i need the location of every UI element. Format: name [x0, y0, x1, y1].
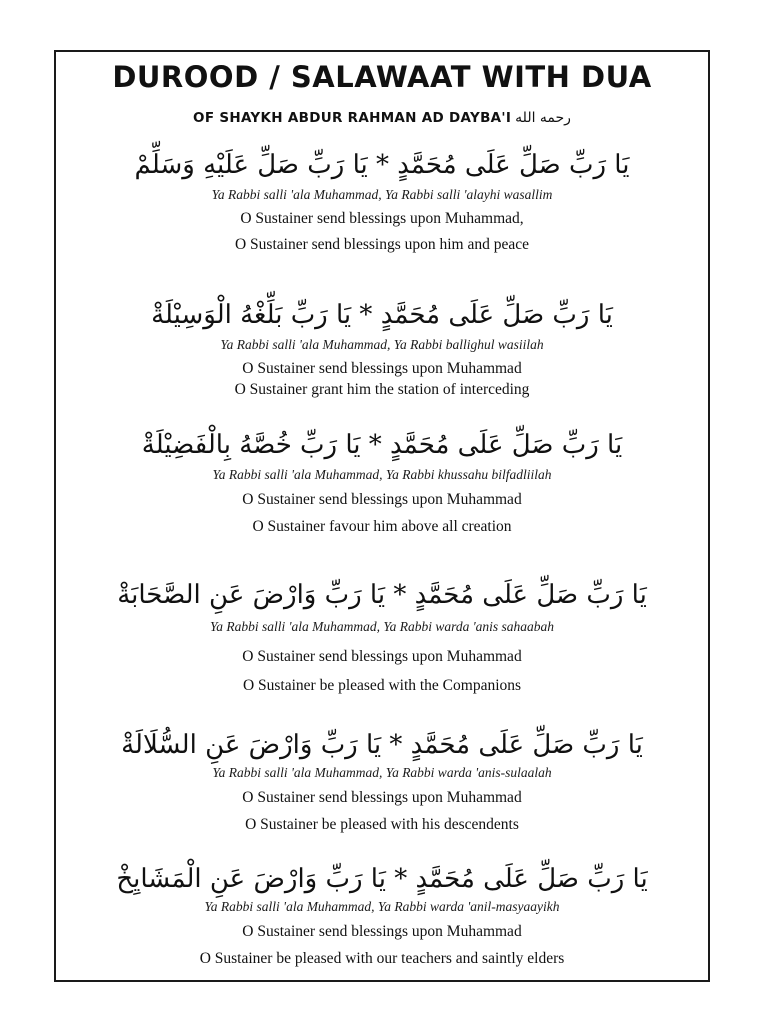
verse-block	[56, 298, 708, 400]
arabic-text: يَا رَبِّ صَلِّ عَلَى مُحَمَّدٍ * يَا رَبِّ وَارْضَ عَنِ الْمَشَايِخْ	[116, 864, 648, 894]
translation-line-1: O Sustainer send blessings upon Muhammad	[242, 360, 522, 377]
translation-line-2: O Sustainer be pleased with our teachers and saintly elders	[199, 950, 565, 967]
honorific-glyph: رحمه الله	[515, 110, 571, 126]
verse-block	[56, 728, 708, 838]
translation-line-1: O Sustainer send blessings upon Muhammad	[242, 648, 522, 665]
translation-line-1: O Sustainer send blessings upon Muhammad,	[240, 210, 524, 227]
verse-block	[56, 428, 708, 540]
transliteration: Ya Rabbi salli 'ala Muhammad, Ya Rabbi khussahu bilfadliilah	[212, 467, 552, 482]
translation-line-2: O Sustainer be pleased with the Companions	[242, 677, 522, 694]
verse-block	[56, 862, 708, 972]
translation-line-2: O Sustainer grant him the station of interceding	[234, 381, 530, 398]
arabic-text: يَا رَبِّ صَلِّ عَلَى مُحَمَّدٍ * يَا رَبِّ صَلِّ عَلَيْهِ وَسَلِّمْ	[134, 150, 630, 180]
subtitle-text: OF SHAYKH ABDUR RAHMAN AD DAYBA'I	[193, 110, 512, 126]
translation-line-1: O Sustainer send blessings upon Muhammad	[242, 923, 522, 940]
transliteration: Ya Rabbi salli 'ala Muhammad, Ya Rabbi warda 'anil-masyaayikh	[204, 899, 560, 914]
transliteration: Ya Rabbi salli 'ala Muhammad, Ya Rabbi warda 'anis sahaabah	[209, 619, 555, 634]
page-subtitle	[56, 110, 708, 126]
transliteration: Ya Rabbi salli 'ala Muhammad, Ya Rabbi salli 'alayhi wasallim	[211, 187, 553, 202]
translation-line-1: O Sustainer send blessings upon Muhammad	[242, 491, 522, 508]
translation-line-2: O Sustainer favour him above all creation	[252, 518, 512, 535]
transliteration: Ya Rabbi salli 'ala Muhammad, Ya Rabbi warda 'anis-sulaalah	[212, 765, 552, 780]
arabic-text: يَا رَبِّ صَلِّ عَلَى مُحَمَّدٍ * يَا رَبِّ وَارْضَ عَنِ السُّلَالَةْ	[121, 730, 643, 760]
translation-line-2: O Sustainer send blessings upon him and peace	[234, 236, 529, 253]
arabic-text: يَا رَبِّ صَلِّ عَلَى مُحَمَّدٍ * يَا رَبِّ خُصَّهُ بِالْفَضِيْلَةْ	[141, 430, 623, 460]
arabic-text: يَا رَبِّ صَلِّ عَلَى مُحَمَّدٍ * يَا رَبِّ بَلِّغْهُ الْوَسِيْلَةْ	[151, 300, 613, 330]
transliteration: Ya Rabbi salli 'ala Muhammad, Ya Rabbi ballighul wasiilah	[220, 337, 544, 352]
verse-block	[56, 148, 708, 258]
page-frame	[54, 50, 710, 982]
arabic-text: يَا رَبِّ صَلِّ عَلَى مُحَمَّدٍ * يَا رَبِّ وَارْضَ عَنِ الصَّحَابَةْ	[117, 580, 647, 610]
page-title: DUROOD / SALAWAAT WITH DUA	[112, 60, 652, 94]
verse-block	[56, 578, 708, 700]
translation-line-2: O Sustainer be pleased with his descendents	[245, 816, 519, 833]
translation-line-1: O Sustainer send blessings upon Muhammad	[242, 789, 522, 806]
